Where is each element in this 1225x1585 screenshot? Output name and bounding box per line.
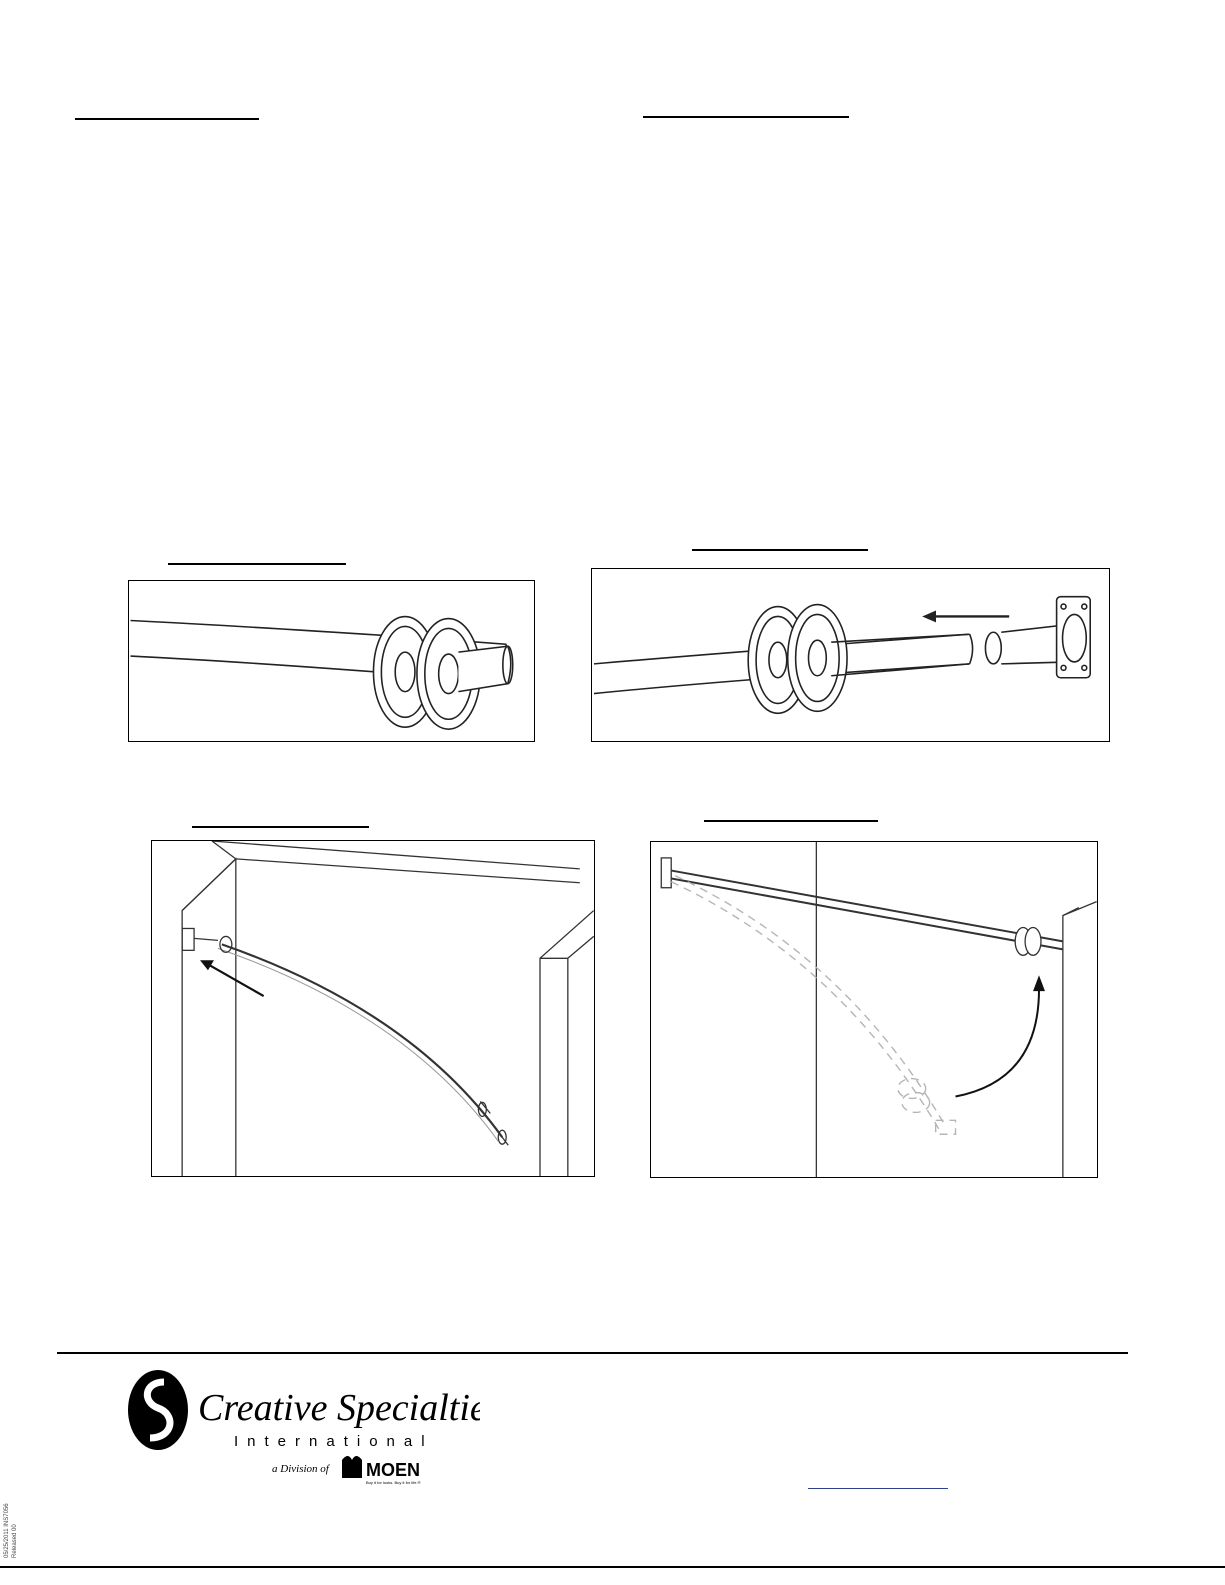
figure-rod-with-flanges bbox=[128, 580, 535, 742]
logo-brand-name: Creative Specialties bbox=[198, 1387, 480, 1429]
footer-link-underline[interactable] bbox=[808, 1488, 948, 1489]
heading-underline-left bbox=[75, 118, 259, 120]
rod-flanges-illustration bbox=[129, 581, 534, 741]
page-bottom-rule bbox=[0, 1566, 1225, 1568]
figure-4-label-underline bbox=[704, 820, 878, 822]
doc-code-line-1: 05/25/2011 INS7056 bbox=[4, 1503, 10, 1558]
creative-specialties-logo bbox=[120, 1368, 480, 1486]
figure-rod-into-bracket bbox=[591, 568, 1110, 742]
moen-tagline: Buy it for looks. Buy it for life.® bbox=[366, 1480, 421, 1485]
footer-divider bbox=[57, 1352, 1128, 1354]
figure-3-label-underline bbox=[192, 826, 369, 828]
arrow-curve-up-icon bbox=[1033, 975, 1045, 991]
moen-logo bbox=[342, 1456, 421, 1485]
heading-underline-right bbox=[643, 116, 849, 118]
corner-install-illustration bbox=[152, 841, 594, 1176]
rod-swing-illustration bbox=[651, 842, 1097, 1177]
figure-rod-swing bbox=[650, 841, 1098, 1178]
figure-corner-install bbox=[151, 840, 595, 1177]
doc-code-vertical bbox=[0, 1500, 22, 1560]
doc-code-line-2: Released 00 bbox=[12, 1524, 18, 1558]
logo-division-text: a Division of bbox=[272, 1463, 329, 1475]
logo-brand-sub: International bbox=[234, 1433, 434, 1450]
figure-1-label-underline bbox=[168, 563, 346, 565]
arrow-left-icon bbox=[922, 611, 936, 623]
moen-wordmark: MOEN bbox=[366, 1460, 420, 1480]
rod-bracket-illustration bbox=[592, 569, 1109, 741]
figure-2-label-underline bbox=[692, 549, 868, 551]
